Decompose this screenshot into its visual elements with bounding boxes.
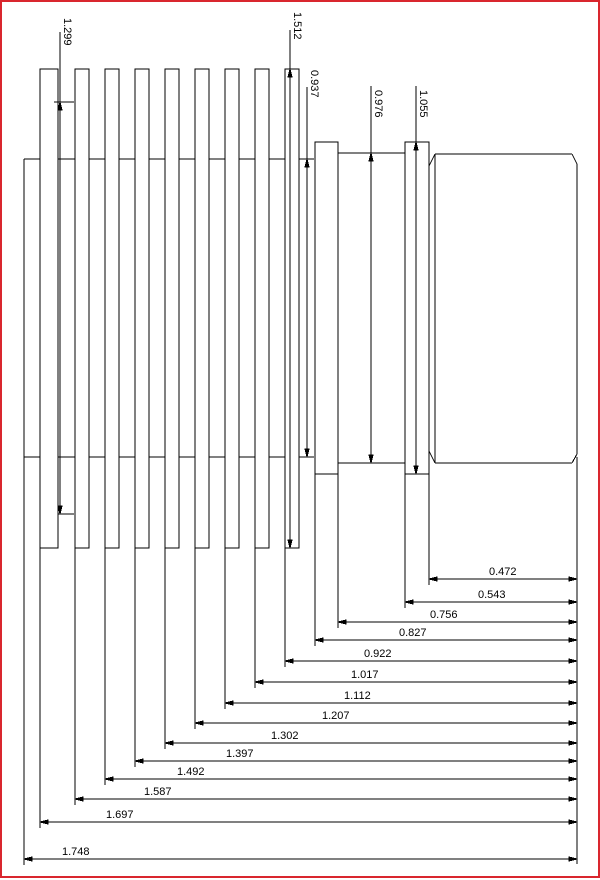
dimension-label: 0.976 xyxy=(372,90,384,118)
arrowhead xyxy=(569,721,577,725)
dimension-label: 1.512 xyxy=(291,12,303,40)
arrowhead xyxy=(569,759,577,763)
arrowhead xyxy=(135,759,143,763)
arrowhead xyxy=(315,638,323,642)
arrowhead xyxy=(285,659,293,663)
dimension-label: 0.756 xyxy=(430,609,458,621)
arrowhead xyxy=(569,797,577,801)
arrowhead xyxy=(569,638,577,642)
dimension-label: 1.492 xyxy=(177,766,205,778)
arrowhead xyxy=(195,721,203,725)
dimension-label: 0.937 xyxy=(308,70,320,98)
dimension-label: 1.112 xyxy=(344,690,371,702)
dimension-label: 1.397 xyxy=(226,748,254,760)
dimension-label: 0.543 xyxy=(478,589,506,601)
flange xyxy=(315,142,338,474)
arrowhead xyxy=(429,577,437,581)
technical-drawing xyxy=(2,2,600,880)
arrowhead xyxy=(165,741,173,745)
shaft-outline xyxy=(572,154,577,164)
shaft-outline xyxy=(429,451,435,463)
arrowhead xyxy=(569,701,577,705)
dimension-label: 1.207 xyxy=(322,710,350,722)
arrowhead xyxy=(338,620,346,624)
arrowhead xyxy=(569,680,577,684)
arrowhead xyxy=(569,577,577,581)
arrowhead xyxy=(255,680,263,684)
arrowhead xyxy=(405,600,413,604)
collar xyxy=(405,142,429,474)
arrowhead xyxy=(40,820,48,824)
arrowhead xyxy=(225,701,233,705)
arrowhead xyxy=(569,857,577,861)
dimension-label: 1.055 xyxy=(417,90,429,118)
arrowhead xyxy=(569,820,577,824)
dimension-label: 1.748 xyxy=(62,846,90,858)
vertical-dimension xyxy=(369,86,384,463)
dimension-label: 1.302 xyxy=(271,730,299,742)
shaft-outline xyxy=(429,154,435,166)
dimension-label: 0.827 xyxy=(399,627,427,639)
arrowhead xyxy=(569,620,577,624)
arrowhead xyxy=(24,857,32,861)
dimension-label: 1.587 xyxy=(144,786,172,798)
arrowhead xyxy=(75,797,83,801)
dimension-label: 1.697 xyxy=(106,809,134,821)
arrowhead xyxy=(105,777,113,781)
dimension-label: 1.017 xyxy=(351,669,379,681)
arrowhead xyxy=(569,600,577,604)
dimension-label: 0.922 xyxy=(364,648,392,660)
arrowhead xyxy=(569,741,577,745)
shaft-outline xyxy=(572,454,577,463)
arrowhead xyxy=(569,659,577,663)
vertical-dimension xyxy=(414,86,429,474)
arrowhead xyxy=(569,777,577,781)
dimension-label: 1.299 xyxy=(61,18,73,46)
dimension-label: 0.472 xyxy=(489,566,517,578)
vertical-dimension xyxy=(305,70,320,457)
